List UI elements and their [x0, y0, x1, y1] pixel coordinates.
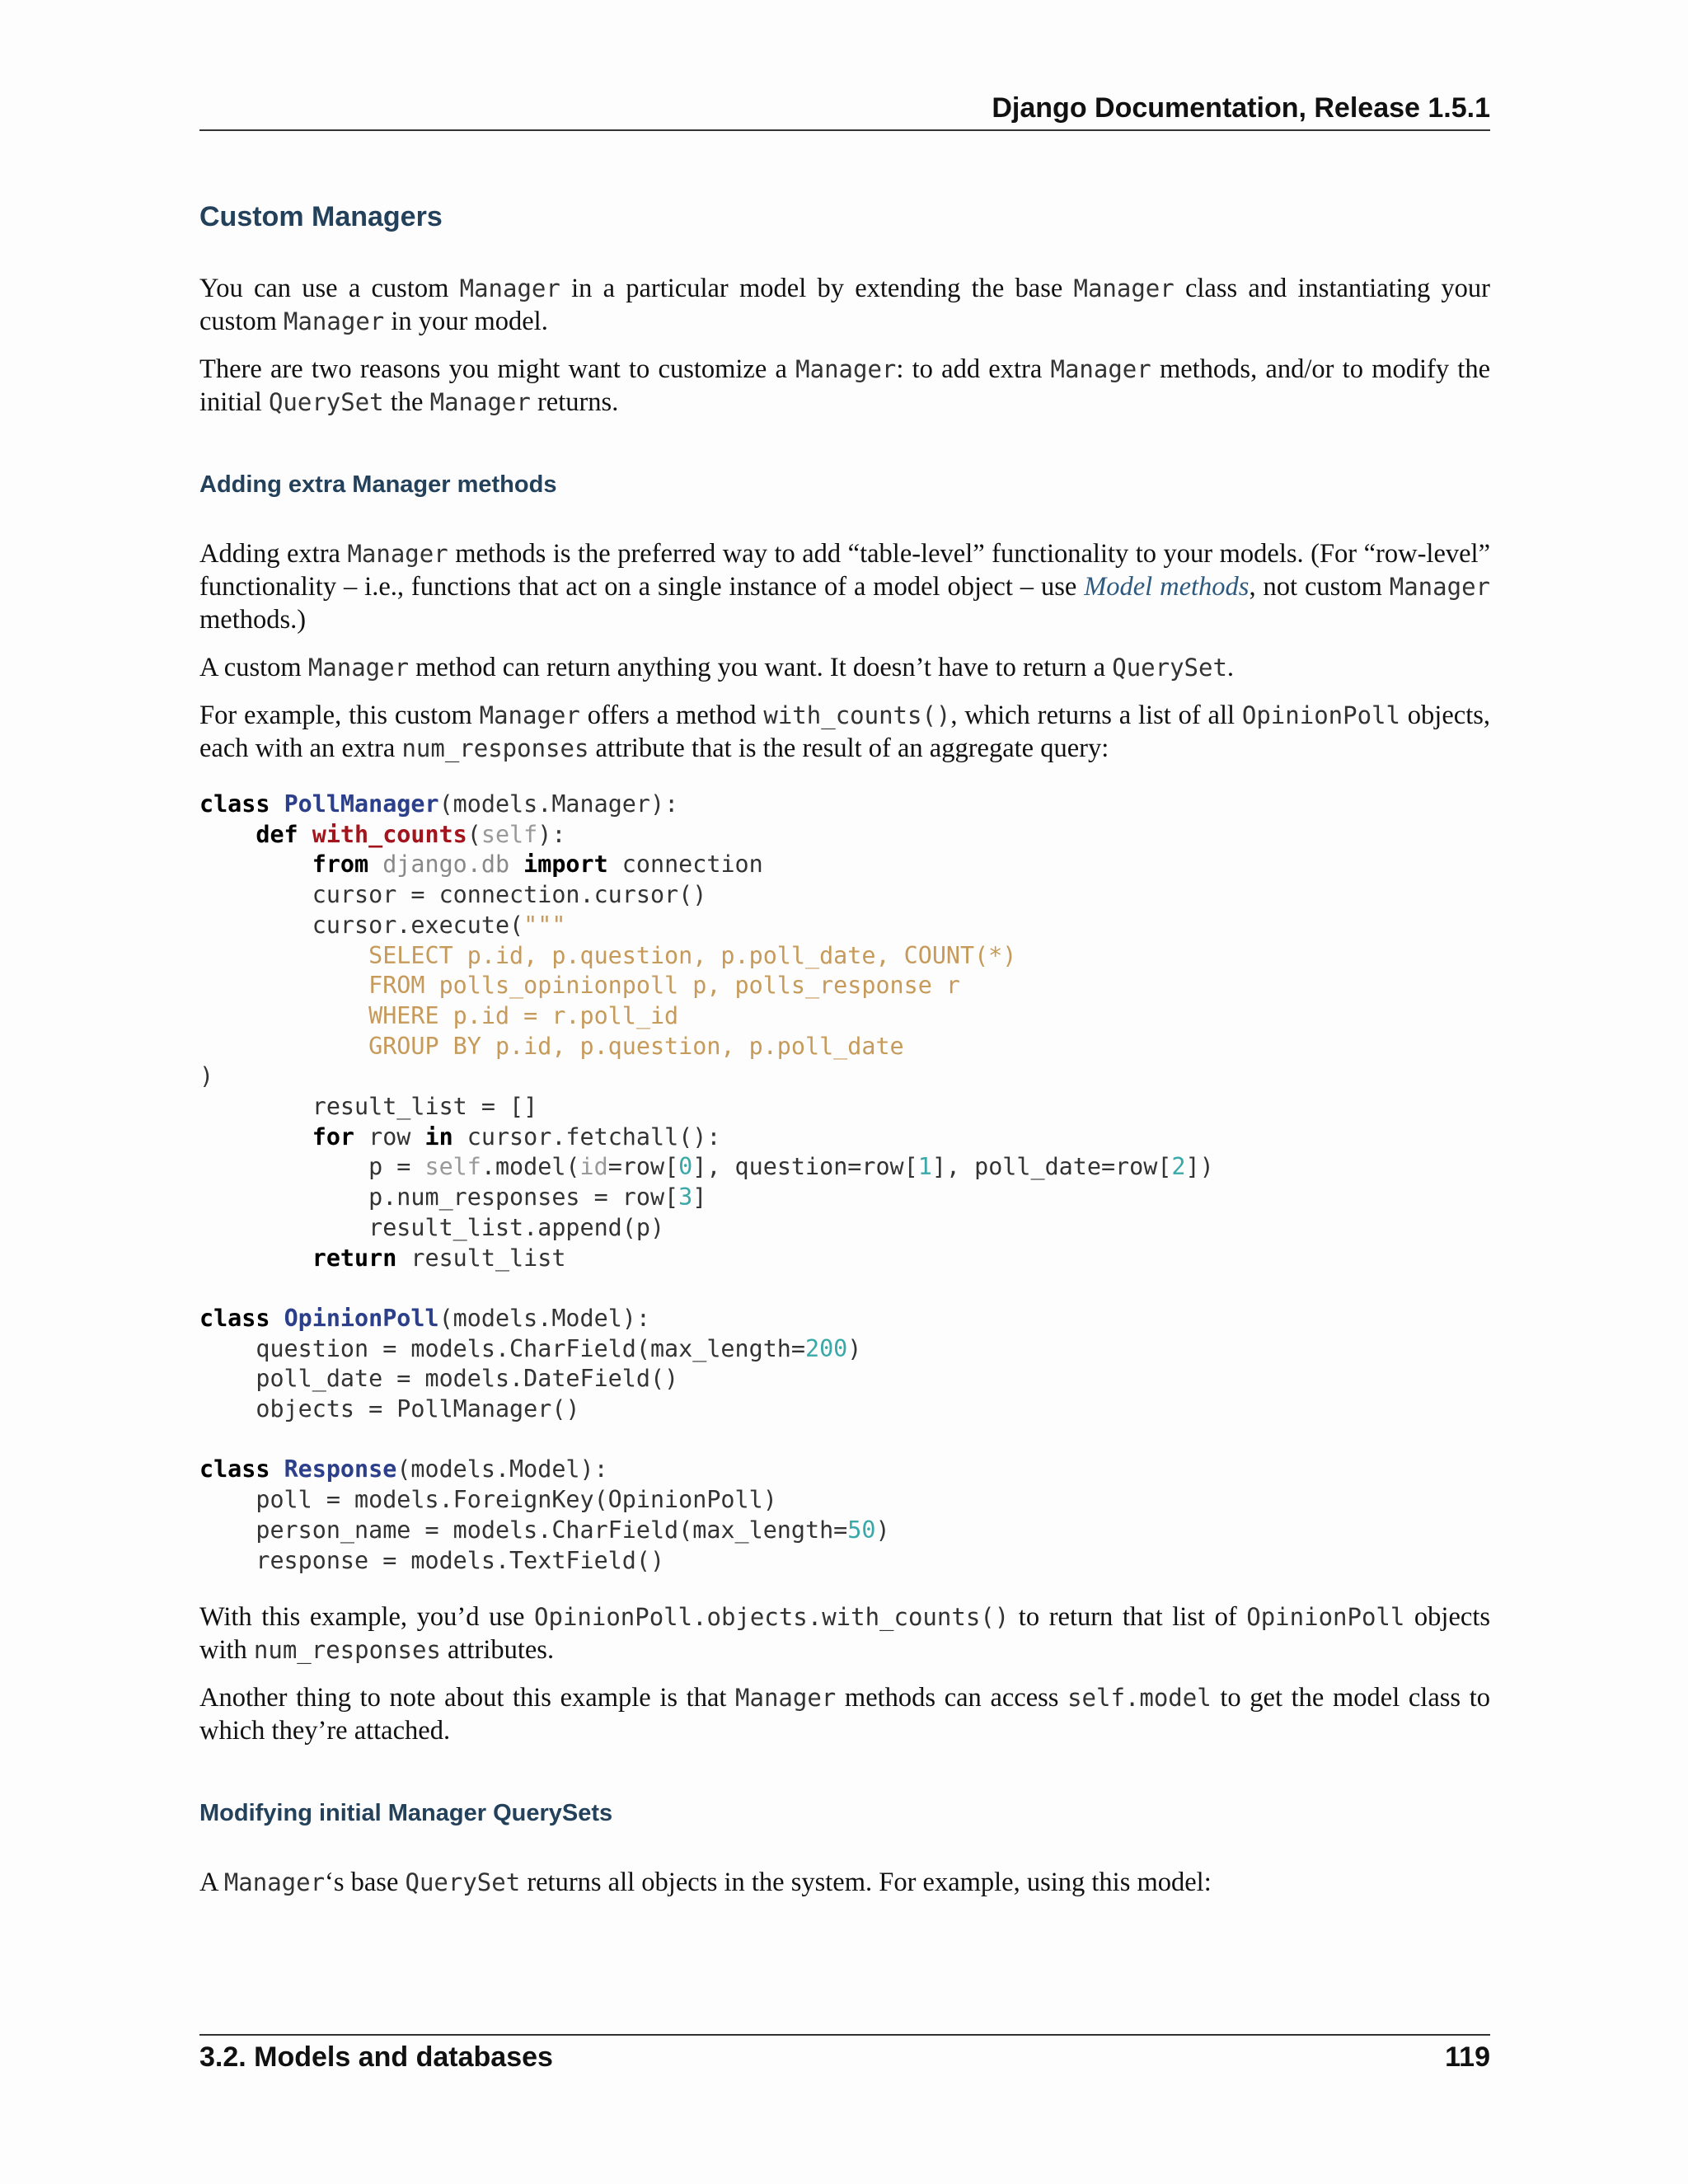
text: , which returns a list of all: [950, 701, 1242, 730]
text: objects, each with an extra: [199, 701, 1490, 763]
footer-section: 3.2. Models and databases: [199, 2041, 553, 2073]
inline-code: Manager: [1050, 355, 1151, 383]
text: methods is the preferred way to add “table-level” functionality to your models. (For “row-level” functionality – i.e., functions that act on a single instance of a model object – use: [199, 539, 1490, 602]
model-methods-link[interactable]: Model methods: [1084, 572, 1250, 602]
code-block: class PollManager(models.Manager): def with_counts(self): from django.db import connection cursor = connection.cursor() cursor.execute(""" SELECT p.id, p.question, p.poll_date, COUNT(*) FROM polls_opinionpoll p, polls_response r WHERE p.id = r.poll_id GROUP BY p.id, p.question, p.poll_date ) result_list = [] for row in cursor.fetchall(): p = self.model(id=row[0], question=row[1], poll_date=row[2]) p.num_responses = row[3] result_list.append(p) return result_list class OpinionPoll(models.Model): question = models.CharField(max_length=200) poll_date = models.DateField() objects = PollManager() class Response(models.Model): poll = models.ForeignKey(OpinionPoll) person_name = models.CharField(max_length=50) response = models.TextField(): [199, 790, 1214, 1574]
text: A custom: [199, 653, 308, 682]
paragraph: [199, 1681, 1490, 1747]
text: offers a method: [579, 701, 764, 730]
text: : to add extra: [896, 354, 1051, 384]
paragraph: [199, 651, 1490, 684]
text: , not custom: [1249, 572, 1390, 602]
text: For example, this custom: [199, 701, 480, 730]
running-header: Django Documentation, Release 1.5.1: [992, 92, 1490, 124]
paragraph: [199, 353, 1490, 419]
text: to return that list of: [1009, 1602, 1247, 1633]
inline-code: OpinionPoll: [1246, 1603, 1405, 1632]
inline-code: Manager: [284, 307, 385, 335]
text: method can return anything you want. It doesn’t have to return a: [409, 653, 1113, 682]
paragraph: [199, 699, 1490, 765]
paragraph: [199, 1601, 1490, 1666]
subsection-title: Adding extra Manager methods: [199, 471, 557, 498]
text: in a particular model by extending the base: [560, 274, 1074, 303]
text: returns all objects in the system. For example, using this model:: [520, 1868, 1212, 1898]
text: ‘s base: [325, 1868, 406, 1898]
page-number: 119: [1445, 2041, 1490, 2073]
text: You can use a custom: [199, 274, 460, 303]
inline-code: OpinionPoll: [1241, 701, 1400, 729]
inline-code: Manager: [459, 274, 560, 302]
inline-code: QuerySet: [268, 388, 384, 416]
text: in your model.: [384, 307, 548, 336]
text: to get the model class to which they’re attached.: [199, 1683, 1490, 1746]
inline-code: Manager: [479, 701, 580, 729]
inline-code: self.model: [1067, 1684, 1212, 1713]
document-page: [199, 0, 1490, 2184]
text: Another thing to note about this example is that: [199, 1683, 736, 1713]
inline-code: num_responses: [401, 734, 589, 762]
inline-code: QuerySet: [1112, 654, 1227, 682]
text: Adding extra: [199, 539, 348, 569]
text: .: [1226, 653, 1235, 682]
text: methods can access: [836, 1683, 1068, 1713]
inline-code: with_counts(): [763, 701, 951, 729]
inline-code: QuerySet: [405, 1868, 521, 1897]
text: attribute that is the result of an aggregate query:: [588, 733, 1109, 763]
text: the: [383, 387, 430, 417]
running-footer: [199, 2041, 1490, 2074]
inline-code: Manager: [795, 355, 897, 383]
section-title: Custom Managers: [199, 201, 443, 232]
subsection-title: Modifying initial Manager QuerySets: [199, 1800, 613, 1827]
text: returns.: [530, 387, 619, 417]
header-divider: [199, 129, 1490, 131]
inline-code: num_responses: [253, 1636, 441, 1665]
inline-code: Manager: [347, 540, 448, 568]
paragraph: [199, 537, 1490, 636]
inline-code: Manager: [1389, 573, 1490, 601]
page-content: [199, 196, 1490, 1914]
text: A: [199, 1868, 224, 1898]
text: methods.): [199, 605, 307, 635]
inline-code: Manager: [307, 654, 410, 682]
inline-code: Manager: [1073, 274, 1175, 302]
text: methods, and/or to modify the initial: [199, 354, 1491, 417]
inline-code: Manager: [735, 1684, 837, 1713]
text: objects with: [199, 1602, 1490, 1666]
inline-code: Manager: [429, 388, 531, 416]
footer-divider: [199, 2034, 1490, 2036]
paragraph: [199, 272, 1490, 338]
inline-code: Manager: [223, 1868, 326, 1897]
text: With this example, you’d use: [199, 1602, 535, 1633]
text: attributes.: [440, 1635, 555, 1666]
paragraph: [199, 1866, 1490, 1899]
text: class and instantiating your custom: [199, 274, 1490, 336]
inline-code: OpinionPoll.objects.with_counts(): [534, 1603, 1010, 1632]
text: There are two reasons you might want to customize a: [199, 354, 796, 384]
